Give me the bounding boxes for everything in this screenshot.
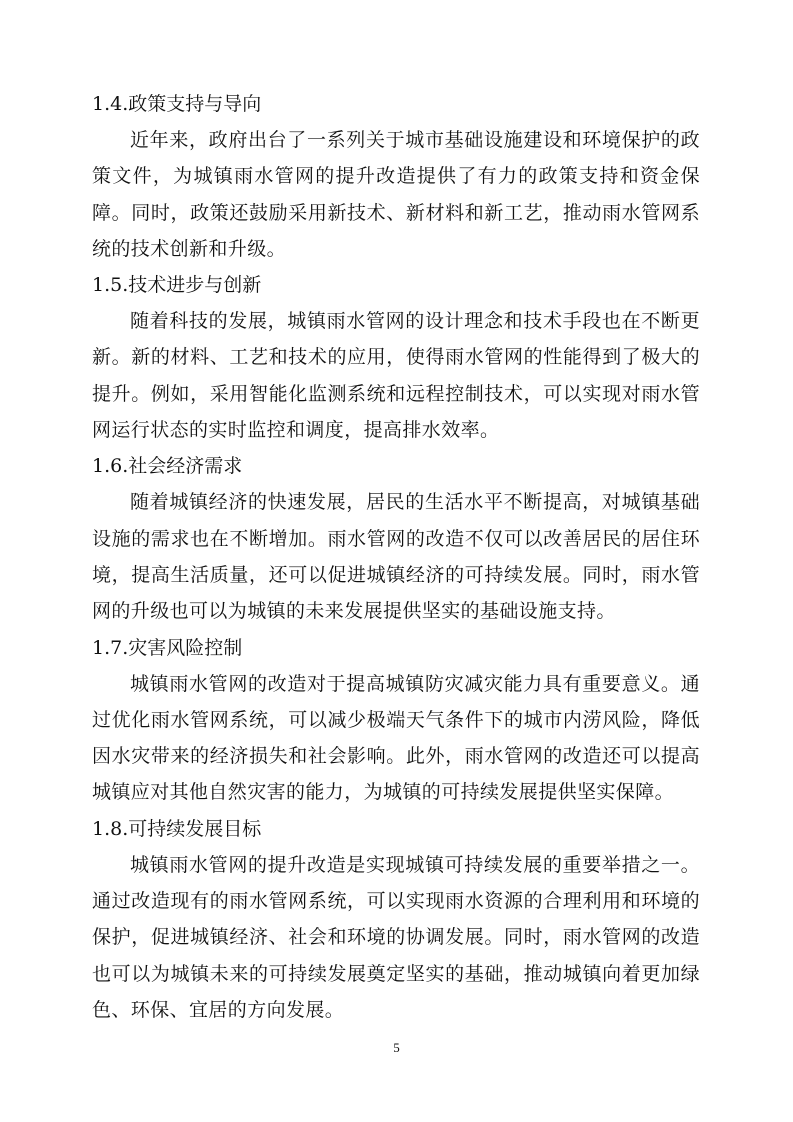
section-heading-1-6: 1.6.社会经济需求 <box>92 455 243 478</box>
page-number: 5 <box>393 1040 400 1055</box>
section-body-1-4: 近年来，政府出台了一系列关于城市基础设施建设和环境保护的政策文件，为城镇雨水管网的提升改造提供了有力的政策支持和资金保障。同时，政策还鼓励采用新技术、新材料和新工艺，推动雨水管网系统的技术创新和升级。 <box>92 129 700 260</box>
section-heading-1-7: 1.7.灾害风险控制 <box>92 636 243 659</box>
section-body-1-7: 城镇雨水管网的改造对于提高城镇防灾减灾能力具有重要意义。通过优化雨水管网系统，可以减少极端天气条件下的城市内涝风险，降低因水灾带来的经济损失和社会影响。此外，雨水管网的改造还可以提高城镇应对其他自然灾害的能力，为城镇的可持续发展提供坚实保障。 <box>92 672 700 804</box>
section-body-1-5: 随着科技的发展，城镇雨水管网的设计理念和技术手段也在不断更新。新的材料、工艺和技术的应用，使得雨水管网的性能得到了极大的提升。例如，采用智能化监测系统和远程控制技术，可以实现对雨水管网运行状态的实时监控和调度，提高排水效率。 <box>92 310 700 442</box>
section-heading-1-5: 1.5.技术进步与创新 <box>92 274 262 297</box>
section-body-1-6: 随着城镇经济的快速发展，居民的生活水平不断提高，对城镇基础设施的需求也在不断增加。雨水管网的改造不仅可以改善居民的居住环境，提高生活质量，还可以促进城镇经济的可持续发展。同时，雨水管网的升级也可以为城镇的未来发展提供坚实的基础设施支持。 <box>92 491 700 623</box>
section-body-1-8: 城镇雨水管网的提升改造是实现城镇可持续发展的重要举措之一。通过改造现有的雨水管网系统，可以实现雨水资源的合理利用和环境的保护，促进城镇经济、社会和环境的协调发展。同时，雨水管网的改造也可以为城镇未来的可持续发展奠定坚实的基础，推动城镇向着更加绿色、环保、宜居的方向发展。 <box>92 853 700 1021</box>
section-heading-1-4: 1.4.政策支持与导向 <box>92 93 262 115</box>
section-heading-1-8: 1.8.可持续发展目标 <box>92 817 262 840</box>
page-content <box>92 86 700 1028</box>
